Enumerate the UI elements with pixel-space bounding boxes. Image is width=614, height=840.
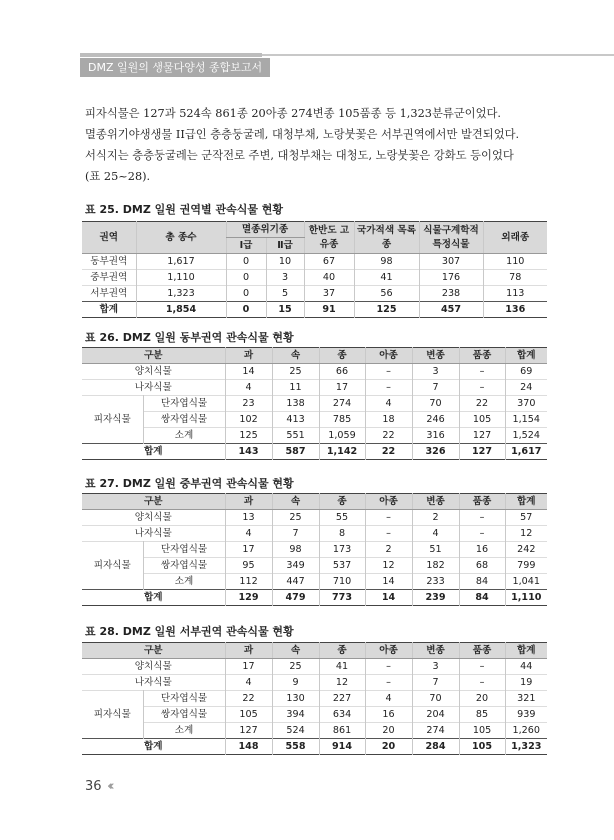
header-accent <box>80 53 262 57</box>
table-cell: 41 <box>354 270 419 286</box>
table-cell: 1,041 <box>505 574 547 590</box>
table-cell: 동부권역 <box>90 256 128 267</box>
table-cell: 단자엽식물 <box>143 691 225 707</box>
col-header: 구분 <box>82 643 225 659</box>
table-cell: 84 <box>459 590 505 606</box>
page-number: 36 <box>85 779 102 794</box>
table-cell: 19 <box>505 675 547 691</box>
col-header: 변종 <box>412 348 459 364</box>
col-header: 속 <box>272 643 319 659</box>
table-cell: 24 <box>505 380 547 396</box>
table-cell: 861 <box>319 723 365 739</box>
table-cell: – <box>365 659 412 675</box>
table-cell: 136 <box>483 302 547 318</box>
table-cell: – <box>459 675 505 691</box>
col-header: 종 <box>319 494 365 510</box>
table-cell: 524 <box>272 723 319 739</box>
table-cell: 40 <box>304 270 354 286</box>
table-cell: 25 <box>272 510 319 526</box>
table-cell: 4 <box>412 526 459 542</box>
table-cell: 나자식물 <box>82 526 225 542</box>
table-cell: 7 <box>412 675 459 691</box>
col-header: 아종 <box>365 348 412 364</box>
table-cell: – <box>459 510 505 526</box>
running-header: DMZ 일원의 생물다양성 종합보고서 <box>80 58 270 77</box>
table-cell: 321 <box>505 691 547 707</box>
table-cell: 130 <box>272 691 319 707</box>
table-cell: 587 <box>272 444 319 460</box>
col-header: 구분 <box>82 494 225 510</box>
table-cell: 쌍자엽식물 <box>143 412 225 428</box>
table-cell: 55 <box>319 510 365 526</box>
table-cell: 1,617 <box>136 254 226 270</box>
table-cell: 1,110 <box>136 270 226 286</box>
table-28-title: 표 28. DMZ 일원 서부권역 관속식물 현황 <box>85 625 294 638</box>
table-cell: 69 <box>505 364 547 380</box>
col-header: 멸종위기종 <box>226 222 304 238</box>
table-cell: 447 <box>272 574 319 590</box>
col-header: 합계 <box>505 643 547 659</box>
table-cell: 1,142 <box>319 444 365 460</box>
table-cell: 3 <box>412 659 459 675</box>
table-26 <box>82 347 547 460</box>
table-cell: 7 <box>412 380 459 396</box>
table-cell: 11 <box>272 380 319 396</box>
table-row <box>82 270 547 286</box>
table-cell: 20 <box>459 691 505 707</box>
table-cell: 7 <box>272 526 319 542</box>
table-cell: 25 <box>272 364 319 380</box>
table-cell: – <box>459 380 505 396</box>
table-cell: 233 <box>412 574 459 590</box>
table-cell: 394 <box>272 707 319 723</box>
table-row <box>82 428 547 444</box>
table-cell: 16 <box>459 542 505 558</box>
table-cell: 56 <box>354 286 419 302</box>
table-row <box>82 412 547 428</box>
col-header: 합계 <box>505 494 547 510</box>
col-header: Ⅱ급 <box>266 238 304 254</box>
col-header: 과 <box>225 494 272 510</box>
table-cell: 양치식물 <box>134 366 172 377</box>
table-cell: 0 <box>226 286 266 302</box>
table-cell: 2 <box>365 542 412 558</box>
table-cell: 합계 <box>82 739 225 755</box>
table-cell: 239 <box>412 590 459 606</box>
col-header: 국가적색 목록종 <box>354 222 419 254</box>
table-cell: 4 <box>365 396 412 412</box>
table-cell: 537 <box>319 558 365 574</box>
table-cell: 23 <box>225 396 272 412</box>
table-cell: 합계 <box>82 302 136 318</box>
table-cell: 14 <box>365 590 412 606</box>
table-cell: – <box>365 526 412 542</box>
table-cell: 274 <box>412 723 459 739</box>
table-cell: 70 <box>412 691 459 707</box>
table-cell: 129 <box>225 590 272 606</box>
table-cell: 8 <box>319 526 365 542</box>
col-header: 아종 <box>365 643 412 659</box>
table-row <box>82 574 547 590</box>
table-cell: 105 <box>459 723 505 739</box>
table-cell: 413 <box>272 412 319 428</box>
col-header: Ⅰ급 <box>226 238 266 254</box>
table-cell: 22 <box>459 396 505 412</box>
table-cell: 370 <box>505 396 547 412</box>
table-cell: 2 <box>412 510 459 526</box>
table-cell: 105 <box>225 707 272 723</box>
table-cell: – <box>459 526 505 542</box>
group-label: 피자식물 <box>82 396 143 444</box>
para-line: 서식지는 층층둥굴레는 군작전로 주변, 대청부채는 대청도, 노랑붓꽃은 강화도 등이었다 <box>85 149 514 162</box>
table-cell: 양치식물 <box>134 661 172 672</box>
table-cell: 138 <box>272 396 319 412</box>
col-header: 한반도 고유종 <box>304 222 354 254</box>
para-line: 멸종위기야생생물 II급인 층층둥굴레, 대청부채, 노랑붓꽃은 서부권역에서만 발견되었다. <box>85 128 520 141</box>
table-cell: 246 <box>412 412 459 428</box>
table-cell: 4 <box>225 675 272 691</box>
table-cell: 127 <box>459 428 505 444</box>
table-cell: 22 <box>365 444 412 460</box>
header-rule <box>262 54 614 56</box>
col-header: 종 <box>319 348 365 364</box>
table-cell: 148 <box>225 739 272 755</box>
table-cell: 85 <box>459 707 505 723</box>
table-cell: 나자식물 <box>82 675 225 691</box>
table-row <box>82 380 547 396</box>
table-cell: 37 <box>304 286 354 302</box>
table-row <box>82 739 547 755</box>
table-row <box>82 675 547 691</box>
table-cell: 173 <box>319 542 365 558</box>
table-cell: 551 <box>272 428 319 444</box>
table-cell: 소계 <box>143 723 225 739</box>
table-cell: 0 <box>226 254 266 270</box>
table-26-title: 표 26. DMZ 일원 동부권역 관속식물 현황 <box>85 331 294 344</box>
table-cell: 125 <box>225 428 272 444</box>
para-line: (표 25~28). <box>85 170 151 183</box>
table-cell: 44 <box>505 659 547 675</box>
table-cell: 316 <box>412 428 459 444</box>
table-cell: 1,059 <box>319 428 365 444</box>
table-cell: 112 <box>225 574 272 590</box>
table-cell: 773 <box>319 590 365 606</box>
table-cell: 84 <box>459 574 505 590</box>
table-row <box>82 542 547 558</box>
table-cell: 20 <box>365 739 412 755</box>
table-cell: 15 <box>266 302 304 318</box>
table-cell: 125 <box>354 302 419 318</box>
table-cell: 68 <box>459 558 505 574</box>
table-cell: 12 <box>365 558 412 574</box>
table-cell: 307 <box>419 254 483 270</box>
table-cell: – <box>459 659 505 675</box>
col-header: 아종 <box>365 494 412 510</box>
table-cell: 914 <box>319 739 365 755</box>
table-cell: 17 <box>225 659 272 675</box>
table-cell: 110 <box>483 254 547 270</box>
table-cell: 457 <box>419 302 483 318</box>
table-cell: 349 <box>272 558 319 574</box>
col-header: 속 <box>272 348 319 364</box>
table-cell: 쌍자엽식물 <box>143 707 225 723</box>
table-cell: 182 <box>412 558 459 574</box>
table-cell: 4 <box>365 691 412 707</box>
table-cell: – <box>365 510 412 526</box>
table-cell: 634 <box>319 707 365 723</box>
table-cell: 105 <box>459 412 505 428</box>
col-header: 과 <box>225 643 272 659</box>
table-cell: 98 <box>354 254 419 270</box>
table-row <box>82 510 547 526</box>
table-25-title: 표 25. DMZ 일원 권역별 관속식물 현황 <box>85 203 284 216</box>
col-header: 과 <box>225 348 272 364</box>
table-cell: 22 <box>365 428 412 444</box>
body-paragraph <box>85 103 545 187</box>
table-row <box>82 396 547 412</box>
table-cell: 238 <box>419 286 483 302</box>
table-cell: 70 <box>412 396 459 412</box>
table-cell: – <box>365 364 412 380</box>
table-cell: 242 <box>505 542 547 558</box>
table-cell: 18 <box>365 412 412 428</box>
table-cell: 558 <box>272 739 319 755</box>
col-header: 품종 <box>459 348 505 364</box>
table-cell: 13 <box>225 510 272 526</box>
table-row <box>82 444 547 460</box>
table-cell: – <box>459 364 505 380</box>
table-cell: 939 <box>505 707 547 723</box>
col-header: 구분 <box>82 348 225 364</box>
table-cell: 1,260 <box>505 723 547 739</box>
table-cell: 1,154 <box>505 412 547 428</box>
table-cell: 57 <box>505 510 547 526</box>
table-cell: 0 <box>226 302 266 318</box>
table-cell: 22 <box>225 691 272 707</box>
table-cell: 41 <box>319 659 365 675</box>
table-cell: – <box>365 380 412 396</box>
table-row <box>82 364 547 380</box>
col-header: 합계 <box>505 348 547 364</box>
col-header: 식물구계학적 특정식물 <box>419 222 483 254</box>
table-row <box>82 707 547 723</box>
table-25 <box>82 221 547 318</box>
table-cell: 127 <box>459 444 505 460</box>
table-cell: 17 <box>225 542 272 558</box>
col-header: 변종 <box>412 643 459 659</box>
table-cell: 5 <box>266 286 304 302</box>
col-header: 품종 <box>459 643 505 659</box>
table-row <box>82 254 547 270</box>
table-cell: 1,323 <box>505 739 547 755</box>
table-cell: 176 <box>419 270 483 286</box>
table-cell: 143 <box>225 444 272 460</box>
col-header: 외래종 <box>483 222 547 254</box>
table-cell: 16 <box>365 707 412 723</box>
table-cell: 3 <box>266 270 304 286</box>
table-cell: 9 <box>272 675 319 691</box>
table-cell: 소계 <box>143 574 225 590</box>
table-cell: 17 <box>319 380 365 396</box>
table-row <box>82 302 547 318</box>
table-cell: 799 <box>505 558 547 574</box>
table-cell: 1,110 <box>505 590 547 606</box>
table-cell: 단자엽식물 <box>143 542 225 558</box>
table-cell: 91 <box>304 302 354 318</box>
table-cell: 서부권역 <box>82 286 136 302</box>
table-cell: 합계 <box>82 590 225 606</box>
col-header: 권역 <box>82 222 136 254</box>
table-cell: 단자엽식물 <box>143 396 225 412</box>
table-cell: 1,854 <box>136 302 226 318</box>
table-cell: 127 <box>225 723 272 739</box>
table-row <box>82 526 547 542</box>
table-cell: 4 <box>225 380 272 396</box>
table-28 <box>82 642 547 755</box>
table-cell: 14 <box>225 364 272 380</box>
group-label: 피자식물 <box>82 542 143 590</box>
col-header: 총 종수 <box>136 222 226 254</box>
table-cell: 1,323 <box>136 286 226 302</box>
table-cell: 나자식물 <box>82 380 225 396</box>
table-cell: 227 <box>319 691 365 707</box>
table-cell: 쌍자엽식물 <box>143 558 225 574</box>
table-row <box>82 659 547 675</box>
table-cell: 284 <box>412 739 459 755</box>
chevron-left-icon: ‹‹‹ <box>107 779 111 794</box>
table-cell: 67 <box>304 254 354 270</box>
table-row <box>82 590 547 606</box>
col-header: 변종 <box>412 494 459 510</box>
table-cell: 12 <box>505 526 547 542</box>
table-cell: 785 <box>319 412 365 428</box>
table-cell: 113 <box>483 286 547 302</box>
table-row <box>82 691 547 707</box>
table-cell: 105 <box>459 739 505 755</box>
table-cell: 4 <box>225 526 272 542</box>
table-cell: 95 <box>225 558 272 574</box>
col-header: 속 <box>272 494 319 510</box>
para-line: 피자식물은 127과 524속 861종 20아종 274변종 105품종 등 1,323분류군이었다. <box>85 107 502 120</box>
table-cell: 25 <box>272 659 319 675</box>
table-cell: 0 <box>226 270 266 286</box>
table-cell: 12 <box>319 675 365 691</box>
table-cell: 326 <box>412 444 459 460</box>
table-cell: 274 <box>319 396 365 412</box>
table-cell: 710 <box>319 574 365 590</box>
table-row <box>82 723 547 739</box>
table-cell: 204 <box>412 707 459 723</box>
table-cell: 합계 <box>82 444 225 460</box>
table-cell: 102 <box>225 412 272 428</box>
table-cell: 66 <box>319 364 365 380</box>
table-row <box>82 558 547 574</box>
table-cell: 1,617 <box>505 444 547 460</box>
table-cell: 소계 <box>143 428 225 444</box>
table-cell: 10 <box>266 254 304 270</box>
table-cell: 51 <box>412 542 459 558</box>
col-header: 품종 <box>459 494 505 510</box>
col-header: 종 <box>319 643 365 659</box>
table-row <box>82 286 547 302</box>
table-cell: 78 <box>483 270 547 286</box>
table-cell: 98 <box>272 542 319 558</box>
table-cell: 1,524 <box>505 428 547 444</box>
table-cell: – <box>365 675 412 691</box>
table-cell: 3 <box>412 364 459 380</box>
table-cell: 20 <box>365 723 412 739</box>
table-cell: 양치식물 <box>134 512 172 523</box>
table-cell: 14 <box>365 574 412 590</box>
group-label: 피자식물 <box>82 691 143 739</box>
table-27 <box>82 493 547 606</box>
table-cell: 479 <box>272 590 319 606</box>
table-cell: 중부권역 <box>82 270 136 286</box>
table-27-title: 표 27. DMZ 일원 중부권역 관속식물 현황 <box>85 477 294 490</box>
